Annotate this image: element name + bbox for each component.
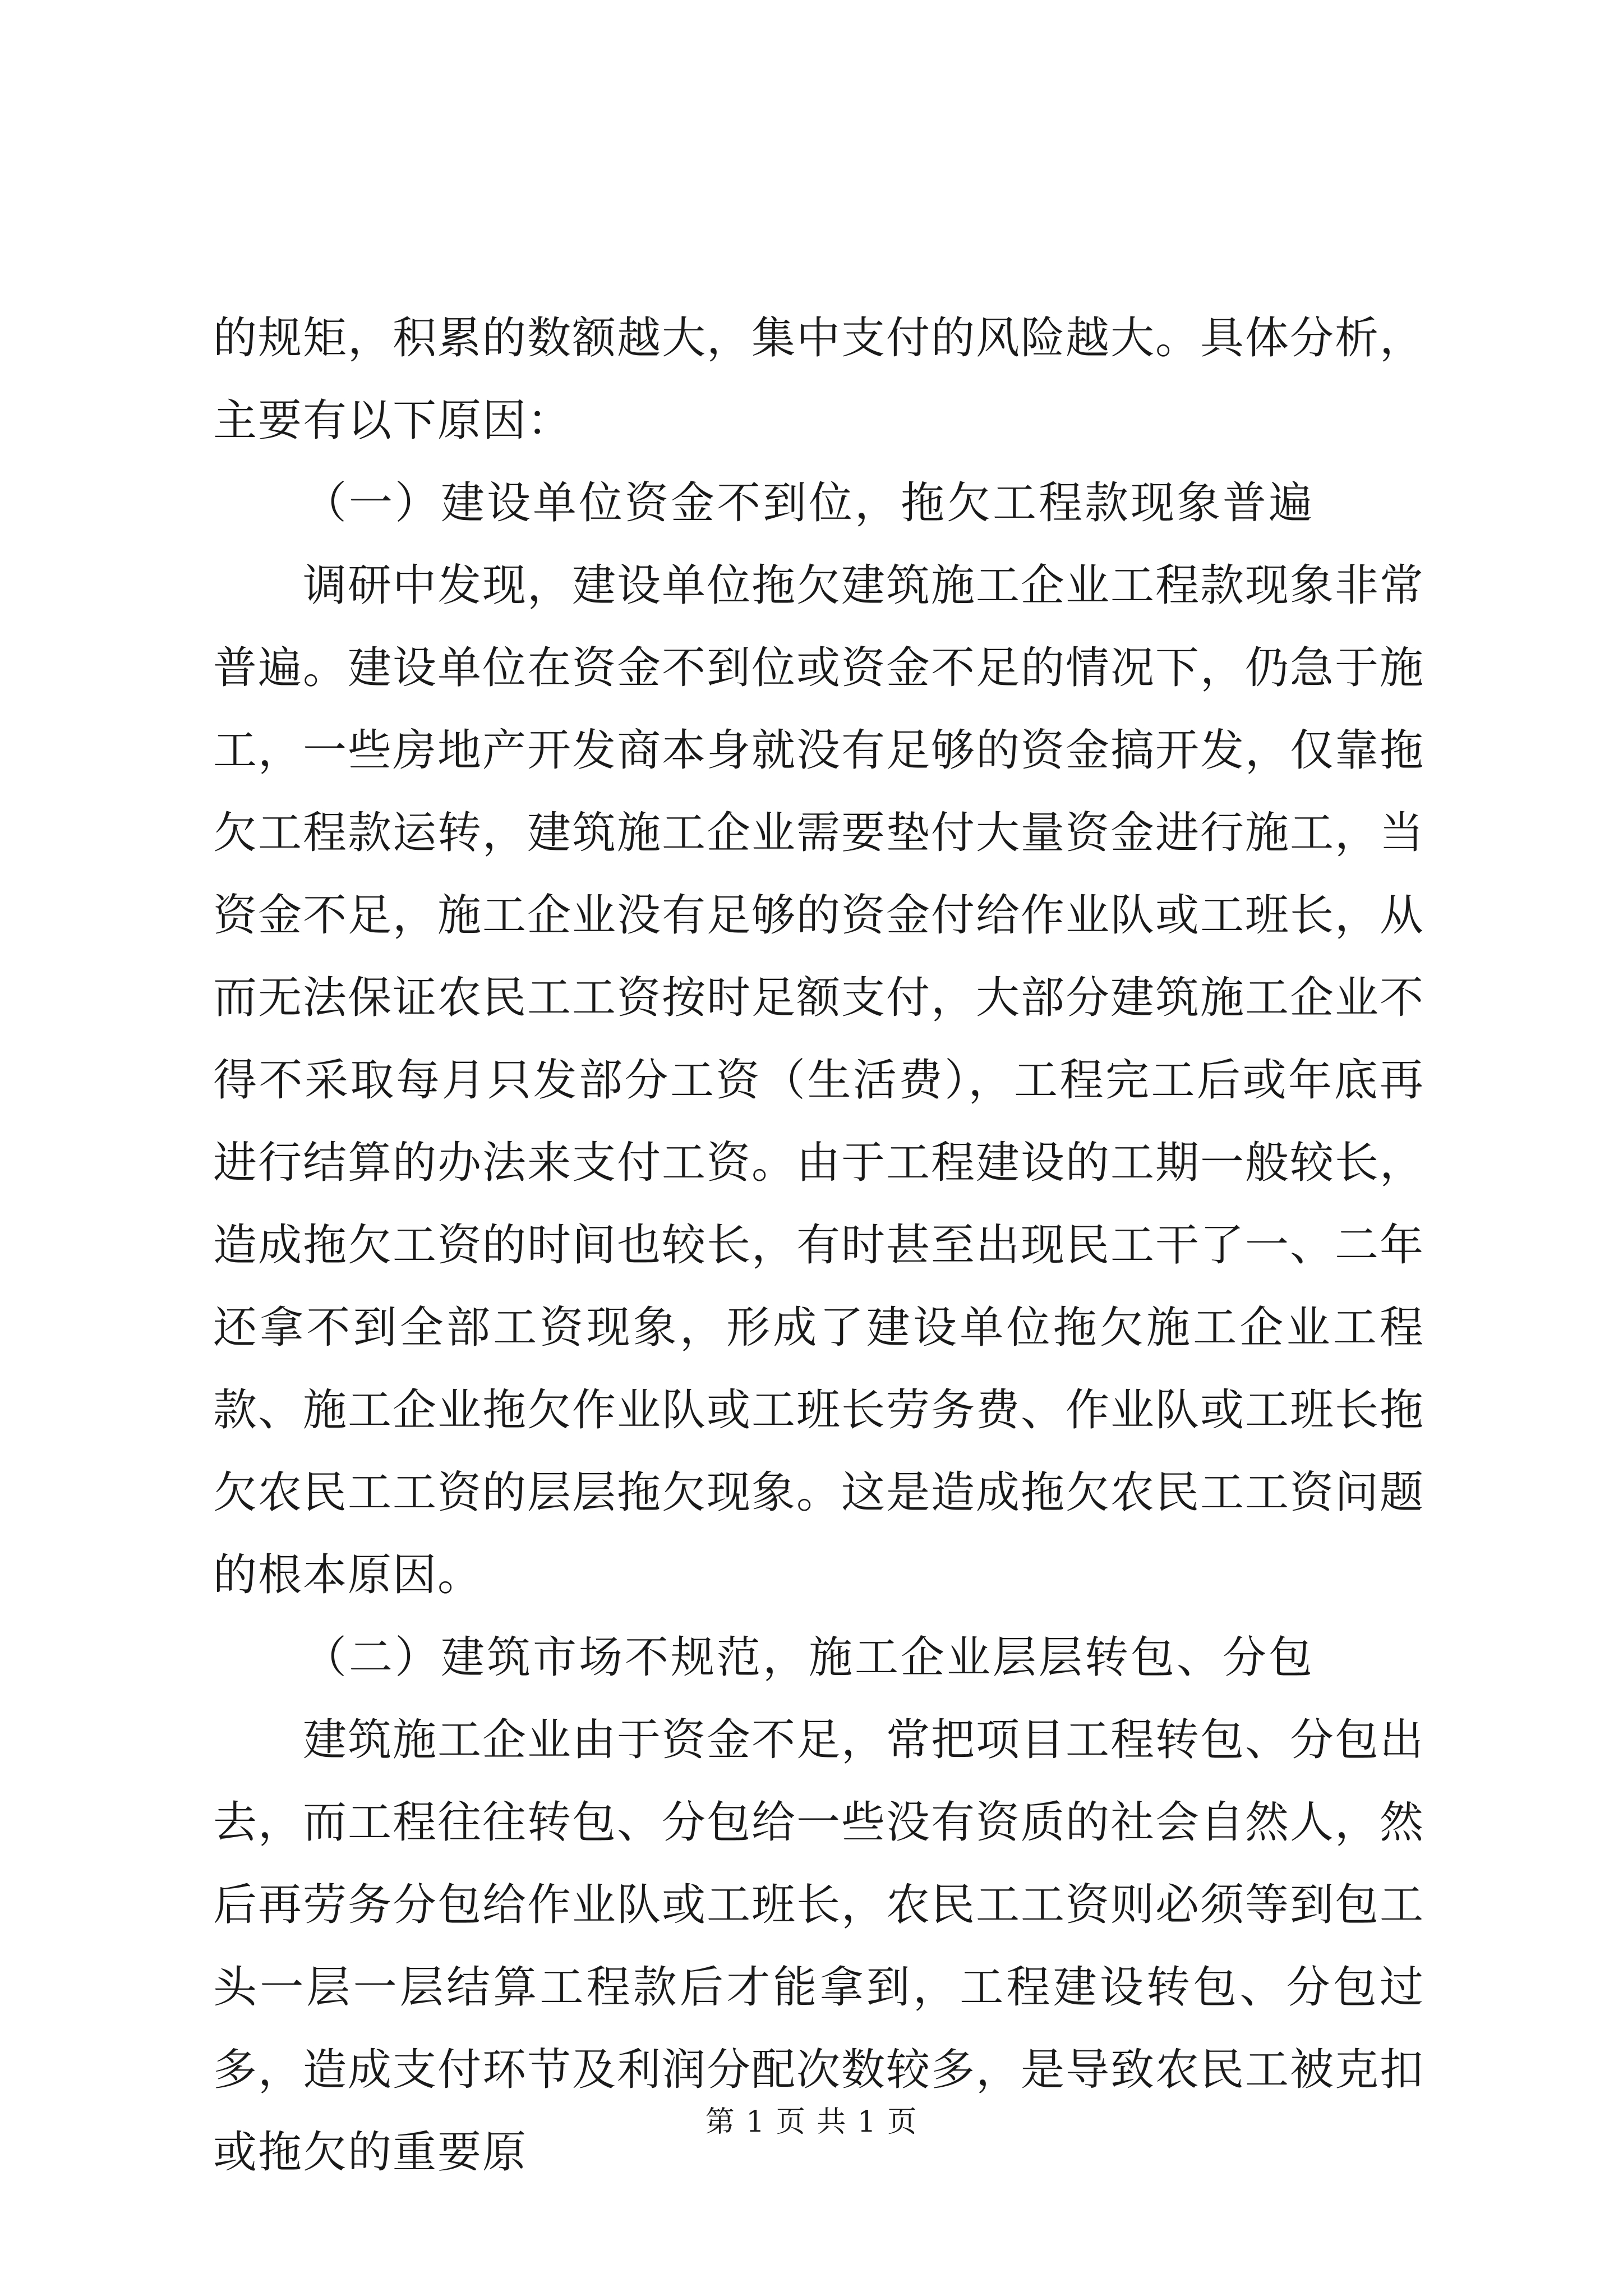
section-heading-2: （二）建筑市场不规范，施工企业层层转包、分包: [303, 1632, 1315, 1683]
paragraph-section-1: 调研中发现，建设单位拖欠建筑施工企业工程款现象非常普遍。建设单位在资金不到位或资金不足的情况下，仍急于施工，一些房地产开发商本身就没有足够的资金搞开发，仅靠拖欠工程款运转，建筑施工企业需要垫付大量资金进行施工，当资金不足，施工企业没有足够的资金付给作业队或工班长，从而无法保证农民工工资按时足额支付，大部分建筑施工企业不得不采取每月只发部分工资（生活费），工程完工后或年底再进行结算的办法来支付工资。由于工程建设的工期一般较长，造成拖欠工资的时间也较长，有时甚至出现民工干了一、二年还拿不到全部工资现象，形成了建设单位拖欠施工企业工程款、施工企业拖欠作业队或工班长劳务费、作业队或工班长拖欠农民工工资的层层拖欠现象。这是造成拖欠农民工工资问题的根本原因。: [213, 560, 1425, 1600]
document-body: [213, 297, 1424, 2194]
page-footer: 第 1 页 共 1 页: [705, 2105, 918, 2139]
paragraph-continuation: 的规矩，积累的数额越大，集中支付的风险越大。具体分析，主要有以下原因：: [213, 313, 1425, 446]
paragraph-section-2: 建筑施工企业由于资金不足，常把项目工程转包、分包出去，而工程往往转包、分包给一些没有资质的社会自然人，然后再劳务分包给作业队或工班长，农民工工资则必须等到包工头一层一层结算工程款后才能拿到，工程建设转包、分包过多，造成支付环节及利润分配次数较多，是导致农民工被克扣或拖欠的重要原: [213, 1715, 1425, 2178]
section-heading-1: （一）建设单位资金不到位，拖欠工程款现象普遍: [303, 478, 1315, 528]
